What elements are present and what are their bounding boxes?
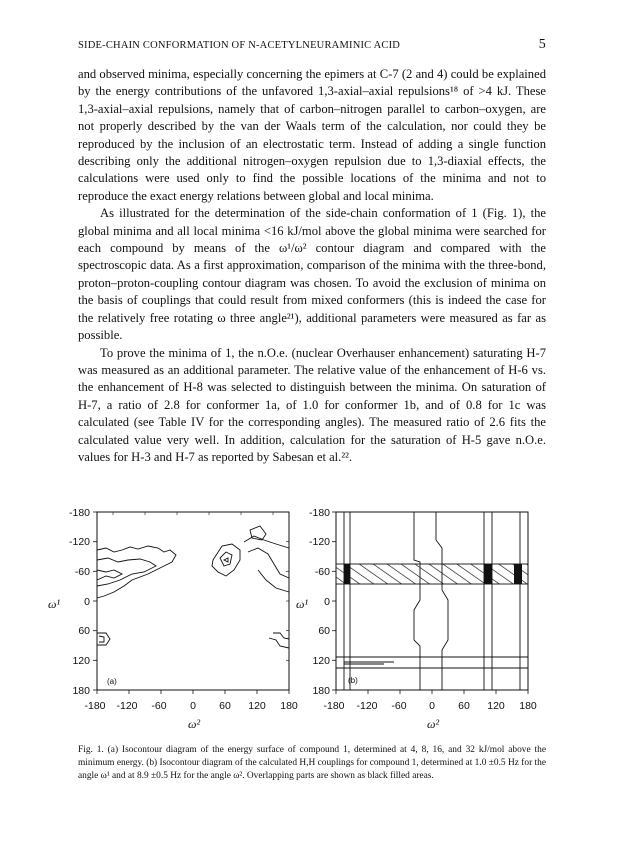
panel-a-y-tick: -180 (68, 507, 90, 519)
panel-b-overlap-area (344, 564, 350, 584)
panel-b-y-tick: -120 (308, 536, 330, 548)
panel-a-x-tick: 60 (219, 700, 231, 712)
page-number: 5 (538, 37, 546, 52)
panel-b-x-tick: -120 (356, 700, 378, 712)
panel-a-x-tick: -180 (84, 700, 106, 712)
panel-a-y-tick: -60 (74, 566, 90, 578)
panel-a-y-tick: 60 (78, 625, 90, 637)
panel-b-x-ticks (323, 700, 536, 712)
running-header (78, 38, 546, 54)
paragraph-1: and observed minima, especially concerning the epimers at C-7 (2 and 4) could be explained by the energy contributions of the unfavored 1,3-axial–axial repulsions¹⁸ of >4 kJ. These 1,3-axial–axial repulsions, namely that of carbon–nitrogen parallel to carbon–oxygen, are not properly described by the van der Waals term of the calculation, nor could they be reproduced by the inclusion of an electrostatic term. Instead of adding a single function describing only the additional nitrogen–oxygen repulsion due to 1,3-diaxial effects, the calculations were used only to find the possible locations of the minima and not to reproduce the exact energy relations between global and local minima. (78, 67, 546, 203)
panel-a-x-ticks (84, 700, 297, 712)
paragraph-2: As illustrated for the determination of the side-chain conformation of 1 (Fig. 1), the global minima and all local minima <16 kJ/mol above the global minima were searched for each compound by means of the ω¹/ω² contour diagram and compared with the spectroscopic data. As a first approximation, comparison of the minima with the three-bond, proton–proton-coupling contour diagram was chosen. To avoid the exclusion of minima on the basis of couplings that could result from mixed conformers (this is indeed the case for the relatively free rotating ω three angle²¹), additional parameters were measured as far as possible. (78, 206, 546, 343)
panel-b (332, 512, 528, 694)
panel-a-x-tick: 120 (248, 700, 266, 712)
body-text (78, 66, 546, 466)
panel-a-y-tick: 120 (72, 655, 90, 667)
panel-b-x-axis-label: ω² (427, 717, 440, 731)
panel-a-x-tick: 0 (190, 700, 196, 712)
panel-a-y-tick: 0 (84, 596, 90, 608)
figure-1-plots (44, 500, 564, 740)
panel-b-y-tick: 120 (312, 655, 330, 667)
panel-a-y-ticks (69, 507, 90, 697)
panel-a (93, 512, 289, 694)
figure-1 (44, 500, 564, 740)
panel-b-y-axis-label: ω¹ (296, 597, 309, 611)
panel-b-y-tick: -180 (308, 507, 330, 519)
panel-b-horizontal-contours (336, 657, 528, 668)
panel-b-x-tick: -60 (391, 700, 407, 712)
panel-b-y-tick: 180 (312, 685, 330, 697)
panel-a-y-axis-label: ω¹ (48, 597, 61, 611)
panel-b-vertical-contours (344, 512, 520, 690)
panel-b-x-tick: 120 (487, 700, 505, 712)
panel-b-frame (336, 512, 528, 690)
panel-a-x-tick: -120 (116, 700, 138, 712)
paragraph-3: To prove the minima of 1, the n.O.e. (nuclear Overhauser enhancement) saturating H-7 was measured as an additional parameter. The relative value of the enhancement of H-6 vs. the enhancement of H-8 was selected to distinguish between the minima. On saturation of H-7, a ratio of 2.8 for conformer 1a, of 1.0 for conformer 1b, and of 0.8 for 1c was calculated (see Table IV for the corresponding angles). The measured ratio of 2.6 fits the calculated value very well. In addition, calculation for the saturation of H-5 gave n.O.e. values for H-3 and H-7 as reported by Sabesan et al.²². (78, 345, 546, 464)
panel-a-x-tick: -60 (151, 700, 167, 712)
panel-b-y-tick: 60 (318, 625, 330, 637)
panel-b-overlap-area (514, 564, 522, 584)
panel-a-contours (97, 526, 289, 648)
panel-b-overlap-area (484, 564, 492, 584)
panel-b-x-tick: 0 (429, 700, 435, 712)
panel-b-y-ticks (309, 507, 330, 697)
panel-b-y-tick: 0 (324, 596, 330, 608)
panel-a-y-tick: -120 (68, 536, 90, 548)
running-title: SIDE-CHAIN CONFORMATION OF N-ACETYLNEURAMINIC ACID (78, 40, 401, 51)
panel-b-label: (b) (348, 676, 358, 685)
panel-a-x-axis-label: ω² (188, 717, 201, 731)
panel-b-hatched-band (336, 564, 528, 584)
panel-a-label: (a) (107, 677, 117, 686)
panel-a-x-tick: 180 (280, 700, 298, 712)
panel-b-x-tick: -180 (323, 700, 345, 712)
panel-a-y-tick: 180 (72, 685, 90, 697)
panel-b-y-tick: -60 (314, 566, 330, 578)
panel-b-x-tick: 60 (458, 700, 470, 712)
panel-b-x-tick: 180 (519, 700, 537, 712)
figure-caption: Fig. 1. (a) Isocontour diagram of the energy surface of compound 1, determined at 4, 8, 16, and 32 kJ/mol above the minimum energy. (b) Isocontour diagram of the calculated H,H couplings for compound 1, determined at 1.0 ±0.5 Hz for the angle ω¹ and at 8.9 ±0.5 Hz for the angle ω². Overlapping parts are shown as black filled areas. (78, 745, 546, 781)
